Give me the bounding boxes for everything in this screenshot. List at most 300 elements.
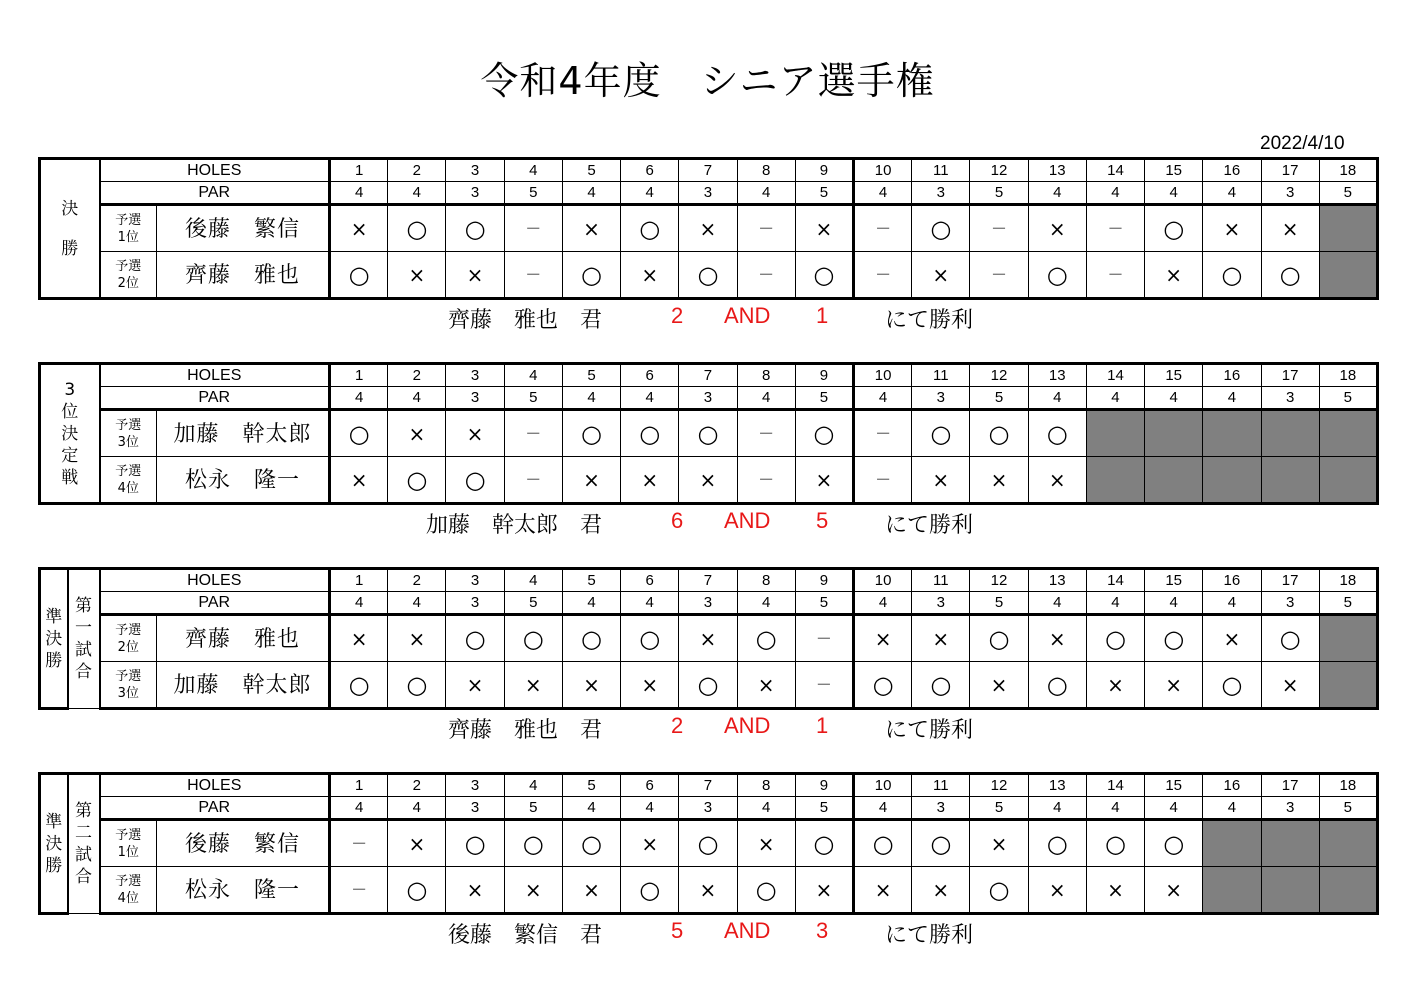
hole-par: 3 <box>912 592 970 615</box>
hole-par: 4 <box>853 387 911 410</box>
seed-text: 予選 2位 <box>115 622 142 655</box>
unplayed-hole <box>1261 410 1319 457</box>
sub-round-name: 第 一 試 合 <box>75 596 92 682</box>
holes-label: HOLES <box>100 774 330 797</box>
hole-par: 4 <box>853 592 911 615</box>
player-row <box>40 252 1378 299</box>
result-mark: ○ <box>348 260 370 289</box>
result-mark: × <box>932 262 950 287</box>
hole-result <box>446 410 504 457</box>
hole-result <box>795 410 853 457</box>
hole-par: 5 <box>504 387 562 410</box>
unplayed-hole <box>1203 820 1261 867</box>
result-mark: ○ <box>697 670 719 699</box>
hole-result <box>504 662 562 709</box>
result-mark: ○ <box>464 465 486 494</box>
and-label: AND <box>724 303 771 328</box>
hole-result <box>853 205 911 252</box>
hole-number: 17 <box>1261 569 1319 592</box>
result-mark: ○ <box>464 624 486 653</box>
hole-result <box>970 410 1028 457</box>
hole-par: 3 <box>446 592 504 615</box>
result-mark: × <box>524 672 542 697</box>
hole-result <box>970 867 1028 914</box>
result-mark: － <box>758 218 775 238</box>
hole-par: 3 <box>446 387 504 410</box>
hole-number: 15 <box>1145 774 1203 797</box>
hole-number: 3 <box>446 774 504 797</box>
hole-result <box>737 820 795 867</box>
result-mark: × <box>524 877 542 902</box>
result-mark: ○ <box>1046 419 1068 448</box>
hole-result <box>679 662 737 709</box>
hole-par: 4 <box>1028 387 1086 410</box>
unplayed-hole <box>1319 457 1377 504</box>
hole-par: 5 <box>795 797 853 820</box>
hole-result <box>504 820 562 867</box>
hole-par: 4 <box>853 797 911 820</box>
result-mark: ○ <box>639 214 661 243</box>
unplayed-hole <box>1319 615 1377 662</box>
result-mark: ○ <box>406 465 428 494</box>
hole-par: 5 <box>504 182 562 205</box>
par-label: PAR <box>100 182 330 205</box>
winner-name: 齊藤 雅也 君 <box>447 718 602 743</box>
result-mark: × <box>1107 672 1124 697</box>
hole-number: 4 <box>504 569 562 592</box>
result-suffix: にて勝利 <box>885 923 974 948</box>
result-mark: × <box>990 831 1008 856</box>
hole-par: 4 <box>621 387 679 410</box>
hole-result <box>795 867 853 914</box>
seed-text: 予選 1位 <box>115 212 142 245</box>
hole-result <box>853 867 911 914</box>
hole-par: 4 <box>1145 387 1203 410</box>
hole-number: 1 <box>330 569 388 592</box>
par-row <box>40 592 1378 615</box>
hole-result <box>795 662 853 709</box>
hole-par: 4 <box>1203 592 1261 615</box>
par-label: PAR <box>100 797 330 820</box>
hole-result <box>562 615 620 662</box>
hole-result <box>912 410 970 457</box>
hole-par: 4 <box>562 387 620 410</box>
hole-number: 7 <box>679 364 737 387</box>
hole-result <box>1028 252 1086 299</box>
hole-result <box>388 662 446 709</box>
result-mark: ○ <box>1046 670 1068 699</box>
hole-number: 18 <box>1319 364 1377 387</box>
hole-result <box>621 615 679 662</box>
result-mark: ○ <box>988 624 1010 653</box>
holes-up: 2 <box>671 713 684 738</box>
hole-result <box>912 252 970 299</box>
hole-par: 5 <box>1319 592 1377 615</box>
seed-label <box>100 410 157 457</box>
hole-number: 5 <box>562 364 620 387</box>
result-mark: － <box>875 469 892 489</box>
result-mark: × <box>815 877 833 902</box>
result-mark: － <box>758 469 775 489</box>
result-mark: ○ <box>813 419 835 448</box>
hole-result <box>1086 867 1144 914</box>
hole-result <box>562 457 620 504</box>
result-mark: ○ <box>406 875 428 904</box>
hole-result <box>504 457 562 504</box>
unplayed-hole <box>1261 820 1319 867</box>
hole-result <box>679 252 737 299</box>
hole-result <box>737 457 795 504</box>
hole-result <box>970 457 1028 504</box>
hole-par: 4 <box>1086 182 1144 205</box>
hole-par: 3 <box>912 387 970 410</box>
hole-par: 3 <box>679 592 737 615</box>
seed-text: 予選 3位 <box>115 417 142 450</box>
result-mark: × <box>990 672 1008 697</box>
hole-par: 3 <box>446 182 504 205</box>
hole-result <box>388 820 446 867</box>
par-row <box>40 797 1378 820</box>
hole-number: 17 <box>1261 364 1319 387</box>
hole-number: 10 <box>853 774 911 797</box>
hole-number: 4 <box>504 774 562 797</box>
unplayed-hole <box>1203 410 1261 457</box>
hole-result <box>970 615 1028 662</box>
hole-number: 10 <box>853 569 911 592</box>
hole-result <box>737 205 795 252</box>
hole-number: 6 <box>621 569 679 592</box>
hole-number: 13 <box>1028 159 1086 182</box>
hole-par: 5 <box>795 182 853 205</box>
holes-label: HOLES <box>100 569 330 592</box>
result-mark: ○ <box>755 875 777 904</box>
hole-number: 16 <box>1203 774 1261 797</box>
hole-result <box>1028 457 1086 504</box>
result-mark: ○ <box>813 829 835 858</box>
hole-number: 5 <box>562 774 620 797</box>
hole-result <box>737 662 795 709</box>
result-mark: × <box>583 672 600 697</box>
scorecard-table <box>38 157 1379 300</box>
result-mark: ○ <box>1163 624 1185 653</box>
result-mark: ○ <box>581 829 602 858</box>
hole-par: 3 <box>1261 592 1319 615</box>
holes-left: 1 <box>816 713 829 738</box>
hole-result <box>679 205 737 252</box>
hole-result <box>504 615 562 662</box>
hole-result <box>853 457 911 504</box>
hole-par: 3 <box>679 797 737 820</box>
match-result <box>0 918 1415 948</box>
result-mark: × <box>408 626 426 651</box>
result-mark: ○ <box>464 214 486 243</box>
round-label <box>40 159 100 299</box>
hole-number: 14 <box>1086 774 1144 797</box>
unplayed-hole <box>1145 457 1203 504</box>
seed-label <box>100 252 157 299</box>
result-mark: ○ <box>581 624 602 653</box>
player-row <box>40 205 1378 252</box>
hole-result <box>1086 820 1144 867</box>
hole-number: 5 <box>562 159 620 182</box>
hole-par: 5 <box>970 797 1028 820</box>
sub-round-name: 第 二 試 合 <box>75 801 92 887</box>
hole-result <box>1145 820 1203 867</box>
result-mark: × <box>466 877 484 902</box>
result-mark: － <box>758 423 775 443</box>
result-mark: × <box>757 831 775 856</box>
hole-par: 5 <box>795 592 853 615</box>
result-mark: × <box>408 831 426 856</box>
hole-result <box>1028 662 1086 709</box>
player-row <box>40 820 1378 867</box>
player-name: 齊藤 雅也 <box>157 615 330 662</box>
event-date: 2022/4/10 <box>1260 133 1345 154</box>
hole-par: 4 <box>562 182 620 205</box>
hole-number: 1 <box>330 364 388 387</box>
hole-number: 2 <box>388 569 446 592</box>
hole-number: 14 <box>1086 569 1144 592</box>
hole-result <box>912 867 970 914</box>
hole-result <box>330 410 388 457</box>
unplayed-hole <box>1319 820 1377 867</box>
holes-row <box>40 159 1378 182</box>
winner-name: 後藤 繁信 君 <box>447 923 602 948</box>
hole-number: 14 <box>1086 159 1144 182</box>
result-mark: － <box>525 423 542 443</box>
hole-par: 4 <box>621 592 679 615</box>
result-mark: ○ <box>930 670 952 699</box>
result-mark: ○ <box>1104 624 1126 653</box>
hole-par: 4 <box>1145 592 1203 615</box>
holes-label: HOLES <box>100 364 330 387</box>
match-final <box>38 157 1376 300</box>
hole-number: 7 <box>679 774 737 797</box>
result-mark: × <box>1223 216 1241 241</box>
holes-up: 5 <box>671 918 684 943</box>
scorecard-table <box>38 362 1379 505</box>
result-mark: × <box>757 672 775 697</box>
holes-row <box>40 364 1378 387</box>
hole-result <box>912 615 970 662</box>
hole-result <box>562 252 620 299</box>
unplayed-hole <box>1319 205 1377 252</box>
hole-result <box>621 252 679 299</box>
result-mark: － <box>758 264 775 284</box>
hole-result <box>795 457 853 504</box>
match-result <box>0 303 1415 333</box>
hole-par: 5 <box>970 592 1028 615</box>
hole-par: 5 <box>504 592 562 615</box>
hole-result <box>795 820 853 867</box>
hole-result <box>330 662 388 709</box>
result-mark: × <box>583 216 600 241</box>
result-mark: × <box>641 467 659 492</box>
result-mark: × <box>699 216 717 241</box>
hole-result <box>970 662 1028 709</box>
result-mark: － <box>815 628 832 648</box>
hole-number: 6 <box>621 159 679 182</box>
hole-number: 13 <box>1028 364 1086 387</box>
result-mark: × <box>1048 467 1066 492</box>
result-mark: ○ <box>581 419 602 448</box>
round-label <box>40 569 68 709</box>
hole-number: 9 <box>795 159 853 182</box>
hole-number: 10 <box>853 364 911 387</box>
hole-result <box>446 662 504 709</box>
hole-number: 17 <box>1261 774 1319 797</box>
hole-number: 8 <box>737 774 795 797</box>
result-mark: × <box>815 216 833 241</box>
result-mark: ○ <box>406 670 428 699</box>
hole-par: 4 <box>621 797 679 820</box>
result-mark: ○ <box>639 875 661 904</box>
result-mark: × <box>466 262 484 287</box>
result-mark: － <box>351 879 368 899</box>
hole-par: 3 <box>679 182 737 205</box>
and-label: AND <box>724 713 771 738</box>
unplayed-hole <box>1145 410 1203 457</box>
hole-number: 2 <box>388 159 446 182</box>
result-mark: ○ <box>988 419 1010 448</box>
hole-number: 15 <box>1145 159 1203 182</box>
result-suffix: にて勝利 <box>885 718 974 743</box>
hole-par: 4 <box>737 387 795 410</box>
hole-result <box>1261 252 1319 299</box>
result-mark: × <box>1165 262 1183 287</box>
player-name: 後藤 繁信 <box>157 205 330 252</box>
result-mark: × <box>932 467 950 492</box>
hole-par: 4 <box>330 182 388 205</box>
hole-par: 3 <box>1261 797 1319 820</box>
hole-number: 18 <box>1319 159 1377 182</box>
result-mark: × <box>408 421 426 446</box>
hole-number: 2 <box>388 774 446 797</box>
hole-number: 2 <box>388 364 446 387</box>
hole-result <box>562 410 620 457</box>
hole-number: 16 <box>1203 364 1261 387</box>
hole-number: 12 <box>970 159 1028 182</box>
hole-par: 3 <box>679 387 737 410</box>
hole-result <box>388 867 446 914</box>
hole-par: 4 <box>562 797 620 820</box>
hole-result <box>1028 820 1086 867</box>
hole-number: 6 <box>621 774 679 797</box>
hole-result <box>795 205 853 252</box>
hole-result <box>621 457 679 504</box>
hole-result <box>795 252 853 299</box>
hole-result <box>912 457 970 504</box>
hole-par: 4 <box>1145 182 1203 205</box>
hole-number: 3 <box>446 159 504 182</box>
hole-par: 4 <box>330 797 388 820</box>
result-mark: × <box>874 626 892 651</box>
seed-label <box>100 820 157 867</box>
result-mark: × <box>466 421 484 446</box>
hole-result <box>1086 252 1144 299</box>
hole-result <box>970 252 1028 299</box>
result-mark: × <box>1281 216 1299 241</box>
seed-label <box>100 867 157 914</box>
unplayed-hole <box>1319 410 1377 457</box>
hole-par: 4 <box>388 387 446 410</box>
result-mark: － <box>875 218 892 238</box>
hole-result <box>446 457 504 504</box>
hole-result <box>621 662 679 709</box>
result-mark: × <box>990 467 1008 492</box>
hole-par: 5 <box>970 182 1028 205</box>
hole-number: 12 <box>970 569 1028 592</box>
hole-number: 8 <box>737 159 795 182</box>
hole-result <box>562 867 620 914</box>
par-label: PAR <box>100 387 330 410</box>
hole-par: 4 <box>330 592 388 615</box>
result-mark: ○ <box>1221 260 1243 289</box>
hole-number: 11 <box>912 569 970 592</box>
hole-number: 15 <box>1145 569 1203 592</box>
hole-result <box>853 252 911 299</box>
result-mark: ○ <box>1279 624 1301 653</box>
hole-number: 7 <box>679 159 737 182</box>
result-mark: × <box>1048 877 1066 902</box>
seed-text: 予選 4位 <box>115 873 142 906</box>
result-mark: × <box>1165 877 1183 902</box>
hole-number: 1 <box>330 159 388 182</box>
hole-number: 12 <box>970 364 1028 387</box>
player-name: 後藤 繁信 <box>157 820 330 867</box>
unplayed-hole <box>1319 867 1377 914</box>
hole-par: 4 <box>1145 797 1203 820</box>
hole-result <box>1086 615 1144 662</box>
result-mark: ○ <box>522 624 544 653</box>
result-mark: － <box>525 264 542 284</box>
round-label <box>40 774 68 914</box>
hole-result <box>1145 615 1203 662</box>
hole-result <box>388 410 446 457</box>
hole-number: 3 <box>446 364 504 387</box>
result-mark: － <box>351 833 368 853</box>
result-mark: ○ <box>1046 260 1068 289</box>
hole-par: 5 <box>504 797 562 820</box>
hole-result <box>679 615 737 662</box>
hole-result <box>679 867 737 914</box>
and-label: AND <box>724 918 771 943</box>
result-mark: × <box>466 672 484 697</box>
player-name: 齊藤 雅也 <box>157 252 330 299</box>
par-row <box>40 182 1378 205</box>
hole-result <box>1028 867 1086 914</box>
result-mark: ○ <box>988 875 1010 904</box>
seed-text: 予選 1位 <box>115 827 142 860</box>
hole-par: 5 <box>1319 797 1377 820</box>
result-mark: × <box>1281 672 1299 697</box>
hole-par: 3 <box>912 797 970 820</box>
winner-name: 齊藤 雅也 君 <box>447 308 602 333</box>
result-mark: － <box>991 218 1008 238</box>
hole-result <box>795 615 853 662</box>
hole-result <box>853 662 911 709</box>
sub-round-label <box>68 774 100 914</box>
seed-label <box>100 457 157 504</box>
result-mark: ○ <box>697 260 719 289</box>
result-mark: × <box>1223 626 1241 651</box>
hole-result <box>562 205 620 252</box>
result-mark: ○ <box>872 670 894 699</box>
hole-result <box>1086 205 1144 252</box>
hole-number: 1 <box>330 774 388 797</box>
hole-result <box>1145 867 1203 914</box>
hole-number: 11 <box>912 774 970 797</box>
